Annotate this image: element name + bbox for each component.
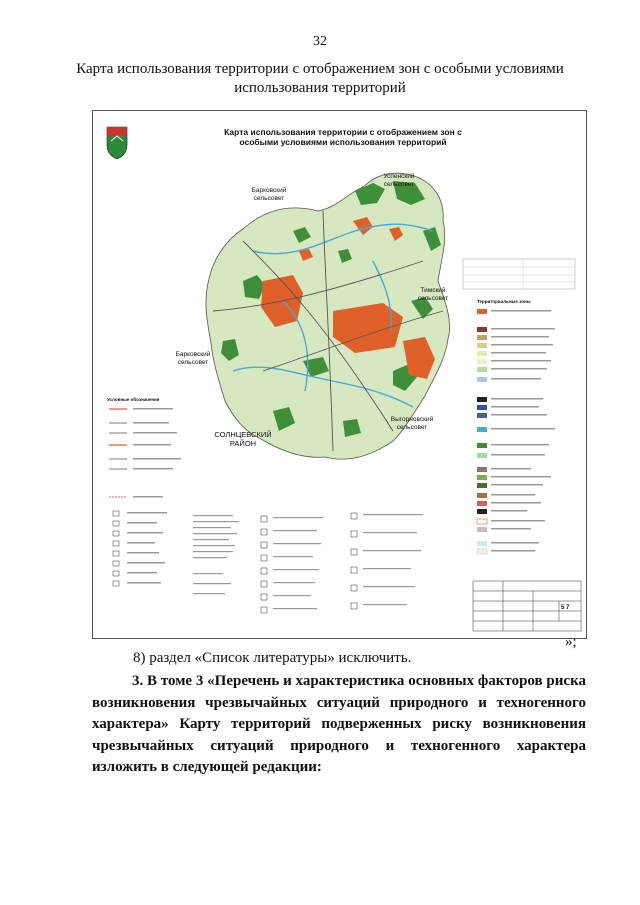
label-timsky: Тимский сельсовет — [417, 287, 449, 302]
coat-of-arms-icon — [107, 127, 127, 159]
label-barkovsky-top: Барковский сельсовет — [251, 187, 287, 202]
label-solntsevsky: СОЛНЦЕВСКИЙ РАЙОН — [214, 430, 272, 448]
list-item-8: 8) раздел «Список литературы» исключить. — [133, 650, 412, 666]
legend-conventions-header: Условные обозначения — [107, 397, 160, 402]
sheet-number: 5 7 — [561, 605, 570, 611]
label-vygornovsky: Выгорновский сельсовет — [390, 416, 434, 431]
map-figure — [92, 110, 587, 639]
document-title: Карта использования территории с отображением зон с особыми условиями использования территорий — [76, 61, 564, 96]
label-barkovsky-left: Барковский сельсовет — [175, 351, 211, 366]
legend-zones-header: Территориальные зоны — [477, 299, 531, 304]
paragraph-3-text: 3. В томе 3 «Перечень и характеристика основных факторов риска возникновения чрезвычайных ситуаций природного и техногенного характера» Карту территорий подверженных риску возникновения чрезвычайных ситуаций природного и техногенного характера изложить в следующей редакции: — [92, 673, 586, 775]
page-number: 32 — [313, 34, 327, 49]
paragraph-3 — [92, 671, 586, 779]
label-uspensky: Успенский сельсовет — [383, 173, 415, 188]
quote-end: »; — [565, 634, 577, 650]
map-title: Карта использования территории с отображением зон с особыми условиями использования территорий — [224, 127, 462, 147]
map-graphic — [93, 111, 586, 638]
